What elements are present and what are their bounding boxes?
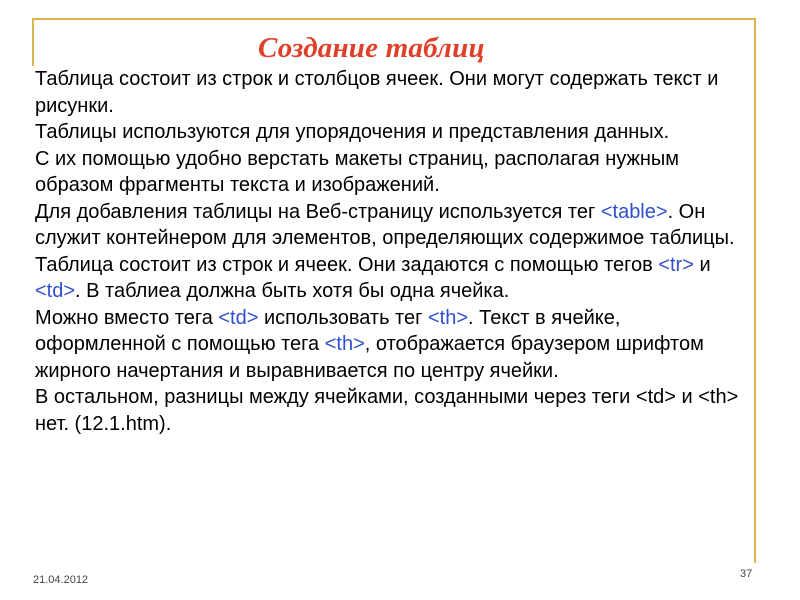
text-fragment: . Он служит контейнером для элементов, определяющих содержимое таблицы.: [35, 200, 735, 249]
tag-th: <th>: [427, 306, 468, 329]
paragraph-7: В остальном, разницы между ячейками, созданными через теги <td> и <th> нет. (12.1.htm).: [35, 386, 739, 435]
tag-tr: <tr>: [658, 253, 694, 276]
paragraph-5: [35, 252, 750, 305]
slide-date: 21.04.2012: [33, 574, 89, 586]
paragraph-6: [35, 305, 750, 385]
paragraph-1: Таблица состоит из строк и столбцов ячеек. Они могут содержать текст и рисунки.: [35, 68, 719, 117]
text-fragment: Таблица состоит из строк и ячеек. Они задаются с помощью тегов: [35, 253, 659, 276]
text-fragment: . Текст в ячейке, оформленной с помощью тега: [35, 306, 621, 355]
frame-left-border: [32, 18, 34, 66]
tag-th: <th>: [324, 333, 365, 355]
text-fragment: Можно вместо тега: [35, 306, 219, 329]
text-fragment: и: [693, 253, 711, 276]
frame-top-border: [32, 18, 754, 20]
slide-body: [35, 66, 750, 437]
paragraph-2: Таблицы используются для упорядочения и представления данных.: [35, 121, 670, 143]
frame-right-border: [754, 18, 756, 563]
text-fragment: . В таблиеа должна быть хотя бы одна ячейка.: [75, 280, 510, 302]
slide-title: Создание таблиц: [258, 32, 485, 64]
text-fragment: , отображается браузером шрифтом жирного начертания и выравнивается по центру ячейки.: [35, 333, 704, 382]
paragraph-4: [35, 199, 750, 252]
tag-td: <td>: [218, 306, 259, 329]
tag-td: <td>: [35, 280, 76, 302]
text-fragment: использовать тег: [258, 306, 428, 329]
tag-table: <table>: [600, 200, 668, 223]
page-number: 37: [740, 568, 753, 580]
paragraph-3: С их помощью удобно верстать макеты страниц, располагая нужным образом фрагменты текста и изображений.: [35, 147, 680, 196]
text-fragment: Для добавления таблицы на Веб-страницу используется тег: [35, 200, 601, 223]
